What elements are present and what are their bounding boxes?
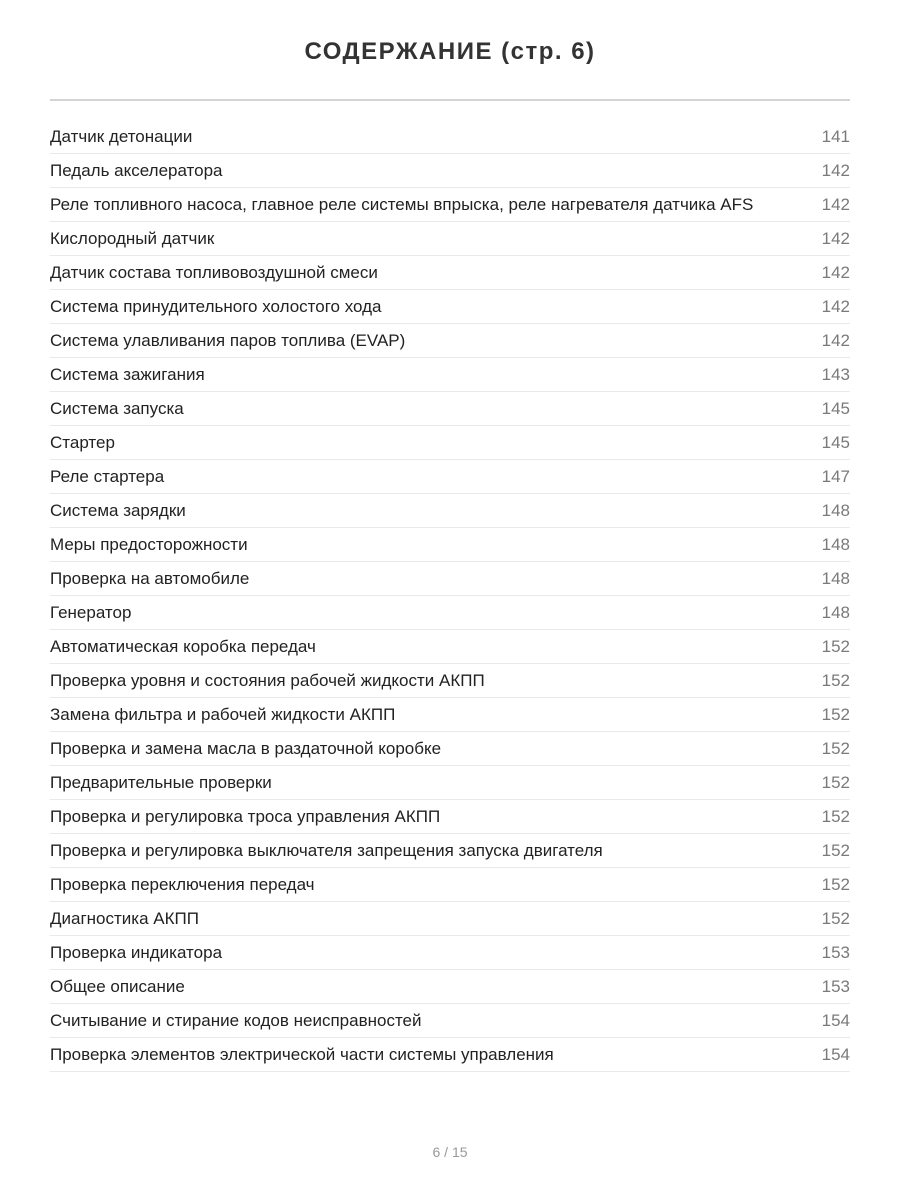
- toc-entry-page-number: 148: [821, 500, 850, 520]
- toc-entry[interactable]: [50, 562, 850, 596]
- toc-entry[interactable]: [50, 222, 850, 256]
- toc-entry-title: Система улавливания паров топлива (EVAP): [50, 330, 406, 350]
- toc-entry-page-number: 142: [821, 296, 850, 316]
- toc-entry-page-number: 152: [821, 806, 850, 826]
- toc-entry-page-number: 152: [821, 772, 850, 792]
- toc-entry-title: Автоматическая коробка передач: [50, 636, 316, 656]
- toc-entry-title: Общее описание: [50, 976, 185, 996]
- toc-entry-title: Кислородный датчик: [50, 228, 215, 248]
- toc-entry[interactable]: [50, 1038, 850, 1072]
- toc-entry-title: Система запуска: [50, 398, 184, 418]
- toc-entry[interactable]: [50, 630, 850, 664]
- toc-entry-page-number: 152: [821, 874, 850, 894]
- toc-entry-page-number: 147: [821, 466, 850, 486]
- toc-entry[interactable]: [50, 494, 850, 528]
- toc-entry-page-number: 145: [821, 398, 850, 418]
- toc-entry-title: Система зарядки: [50, 500, 186, 520]
- toc-entry[interactable]: [50, 766, 850, 800]
- toc-entry-page-number: 152: [821, 908, 850, 928]
- toc-entry-title: Диагностика АКПП: [50, 908, 199, 928]
- toc-entry-page-number: 153: [821, 976, 850, 996]
- toc-entry[interactable]: [50, 460, 850, 494]
- toc-entry[interactable]: [50, 392, 850, 426]
- toc-entry-page-number: 152: [821, 670, 850, 690]
- toc-entry[interactable]: [50, 256, 850, 290]
- toc-entry-title: Проверка переключения передач: [50, 874, 315, 894]
- toc-entry-page-number: 148: [821, 534, 850, 554]
- toc-entry[interactable]: [50, 664, 850, 698]
- toc-entry-title: Система принудительного холостого хода: [50, 296, 382, 316]
- toc-entry-title: Проверка и регулировка троса управления АКПП: [50, 806, 441, 826]
- toc-entry-title: Считывание и стирание кодов неисправностей: [50, 1010, 422, 1030]
- toc-entry[interactable]: [50, 970, 850, 1004]
- toc-entry-title: Педаль акселератора: [50, 160, 223, 180]
- toc-entry[interactable]: [50, 290, 850, 324]
- toc-entry[interactable]: [50, 528, 850, 562]
- toc-entry-page-number: 142: [821, 228, 850, 248]
- toc-entry-page-number: 148: [821, 568, 850, 588]
- toc-entry-title: Генератор: [50, 602, 132, 622]
- toc-entry-title: Замена фильтра и рабочей жидкости АКПП: [50, 704, 396, 724]
- toc-entry-page-number: 154: [821, 1044, 850, 1064]
- toc-entry-page-number: 152: [821, 636, 850, 656]
- toc-entry-page-number: 152: [821, 840, 850, 860]
- toc-entry-title: Стартер: [50, 432, 115, 452]
- toc-entry[interactable]: [50, 936, 850, 970]
- toc-entry-title: Предварительные проверки: [50, 772, 272, 792]
- toc-entry-page-number: 142: [821, 330, 850, 350]
- toc-entry[interactable]: [50, 732, 850, 766]
- toc-entry[interactable]: [50, 868, 850, 902]
- toc-entry-page-number: 148: [821, 602, 850, 622]
- toc-entry[interactable]: [50, 834, 850, 868]
- toc-entry[interactable]: [50, 1004, 850, 1038]
- toc-entry-page-number: 143: [821, 364, 850, 384]
- toc-entry[interactable]: [50, 324, 850, 358]
- page-title: СОДЕРЖАНИЕ (стр. 6): [304, 38, 596, 65]
- toc-entry[interactable]: [50, 800, 850, 834]
- toc-entry-title: Меры предосторожности: [50, 534, 248, 554]
- toc-entry-title: Проверка на автомобиле: [50, 568, 250, 588]
- toc-entry-title: Система зажигания: [50, 364, 205, 384]
- table-of-contents: [50, 120, 850, 1072]
- toc-entry-page-number: 142: [821, 160, 850, 180]
- toc-entry[interactable]: [50, 596, 850, 630]
- toc-entry-page-number: 153: [821, 942, 850, 962]
- toc-entry-title: Проверка индикатора: [50, 942, 223, 962]
- toc-entry-page-number: 152: [821, 704, 850, 724]
- toc-entry[interactable]: [50, 120, 850, 154]
- toc-entry[interactable]: [50, 188, 850, 222]
- toc-entry-page-number: 142: [821, 262, 850, 282]
- toc-entry-title: Датчик детонации: [50, 126, 193, 146]
- toc-entry-page-number: 152: [821, 738, 850, 758]
- toc-entry[interactable]: [50, 154, 850, 188]
- toc-entry[interactable]: [50, 358, 850, 392]
- toc-entry[interactable]: [50, 426, 850, 460]
- toc-entry-title: Датчик состава топливовоздушной смеси: [50, 262, 378, 282]
- toc-entry[interactable]: [50, 902, 850, 936]
- toc-entry-title: Проверка и замена масла в раздаточной коробке: [50, 738, 442, 758]
- toc-entry-title: Проверка уровня и состояния рабочей жидкости АКПП: [50, 670, 485, 690]
- page-indicator: 6 / 15: [432, 1144, 468, 1160]
- toc-entry-page-number: 145: [821, 432, 850, 452]
- toc-entry-title: Реле стартера: [50, 466, 165, 486]
- toc-entry-title: Проверка и регулировка выключателя запрещения запуска двигателя: [50, 840, 603, 860]
- title-divider: [50, 99, 850, 101]
- toc-entry-page-number: 141: [821, 126, 850, 146]
- toc-entry-title: Проверка элементов электрической части системы управления: [50, 1044, 554, 1064]
- toc-entry-page-number: 154: [821, 1010, 850, 1030]
- toc-entry[interactable]: [50, 698, 850, 732]
- toc-entry-page-number: 142: [821, 194, 850, 214]
- toc-entry-title: Реле топливного насоса, главное реле системы впрыска, реле нагревателя датчика AFS: [50, 194, 754, 214]
